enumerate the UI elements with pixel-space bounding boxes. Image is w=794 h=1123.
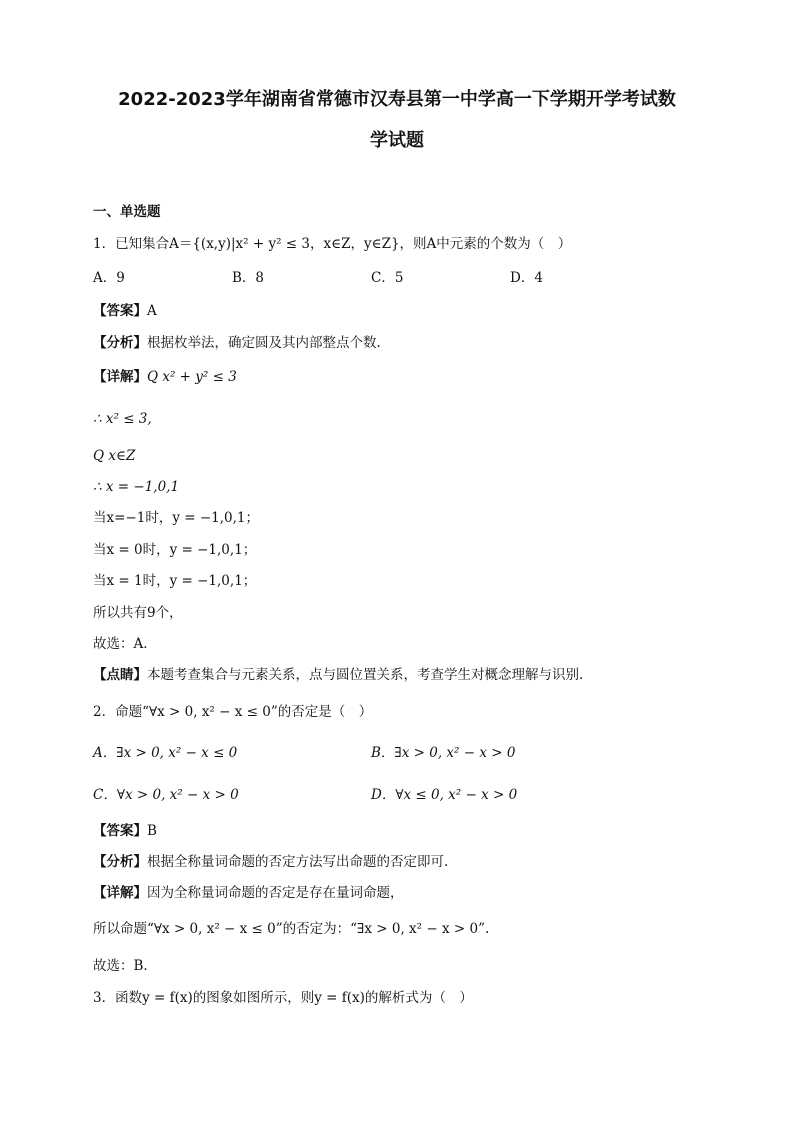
analysis-text: 根据枚举法，确定圆及其内部整点个数.: [147, 335, 381, 351]
q1-step: 当x = 0时，y = −1,0,1；: [93, 542, 257, 558]
q2-option-b: B．∃x > 0, x² − x > 0: [371, 745, 516, 761]
q2-conclusion: 所以命题“∀x > 0, x² − x ≤ 0”的否定为：“∃x > 0, x² − x > 0”.: [93, 921, 490, 937]
analysis-label: 【分析】: [93, 854, 147, 870]
q1-step: 所以共有9个，: [93, 605, 183, 621]
detail-label: 【详解】: [93, 885, 147, 901]
answer-label: 【答案】: [93, 303, 147, 319]
q2-option-d: D．∀x ≤ 0, x² − x > 0: [371, 787, 518, 803]
q2-answer: [93, 822, 157, 840]
section-heading: 一、单选题: [93, 204, 161, 220]
detail-label: 【详解】: [93, 369, 147, 385]
q1-analysis: [93, 334, 381, 352]
answer-value: B: [147, 823, 157, 839]
answer-value: A: [147, 303, 157, 319]
q1-step: ∴ x = −1,0,1: [93, 479, 180, 495]
answer-label: 【答案】: [93, 823, 147, 839]
q1-option-b: B．8: [232, 270, 265, 286]
q1-step: ∴ x² ≤ 3,: [93, 411, 152, 427]
q1-step: Q x∈Z: [93, 448, 136, 464]
q1-option-d: D．4: [510, 270, 543, 286]
q2-analysis: [93, 853, 448, 871]
q1-step: 当x = 1时，y = −1,0,1；: [93, 573, 257, 589]
q2-detail: [93, 884, 404, 902]
analysis-label: 【分析】: [93, 335, 147, 351]
q1-comment: [93, 666, 583, 684]
q2-option-a: A．∃x > 0, x² − x ≤ 0: [93, 745, 238, 761]
q1-detail: [93, 368, 237, 386]
detail-text: 因为全称量词命题的否定是存在量词命题，: [147, 885, 404, 901]
analysis-text: 根据全称量词命题的否定方法写出命题的否定即可.: [147, 854, 449, 870]
q1-step: 故选：A.: [93, 636, 148, 652]
q3-stem: 3．函数y = f(x)的图象如图所示，则y = f(x)的解析式为（ ）: [93, 990, 473, 1006]
q2-stem: 2．命题“∀x > 0, x² − x ≤ 0”的否定是（ ）: [93, 704, 373, 720]
q1-answer: [93, 302, 157, 320]
page-title-line2: 学试题: [370, 130, 424, 151]
q1-stem: 1．已知集合A＝{(x,y)|x² + y² ≤ 3，x∈Z，y∈Z}，则A中元素的个数为（ ）: [93, 236, 572, 252]
q1-step: 当x=−1时，y = −1,0,1；: [93, 510, 260, 526]
page-title: 2022-2023学年湖南省常德市汉寿县第一中学高一下学期开学考试数: [118, 89, 676, 110]
q1-option-c: C．5: [371, 270, 404, 286]
comment-text: 本题考查集合与元素关系，点与圆位置关系，考查学生对概念理解与识别.: [147, 667, 584, 683]
q2-option-c: C．∀x > 0, x² − x > 0: [93, 787, 239, 803]
q2-final: 故选：B.: [93, 958, 148, 974]
comment-label: 【点睛】: [93, 667, 147, 683]
detail-text: Q x² + y² ≤ 3: [147, 369, 237, 385]
q1-option-a: A．9: [93, 270, 125, 286]
